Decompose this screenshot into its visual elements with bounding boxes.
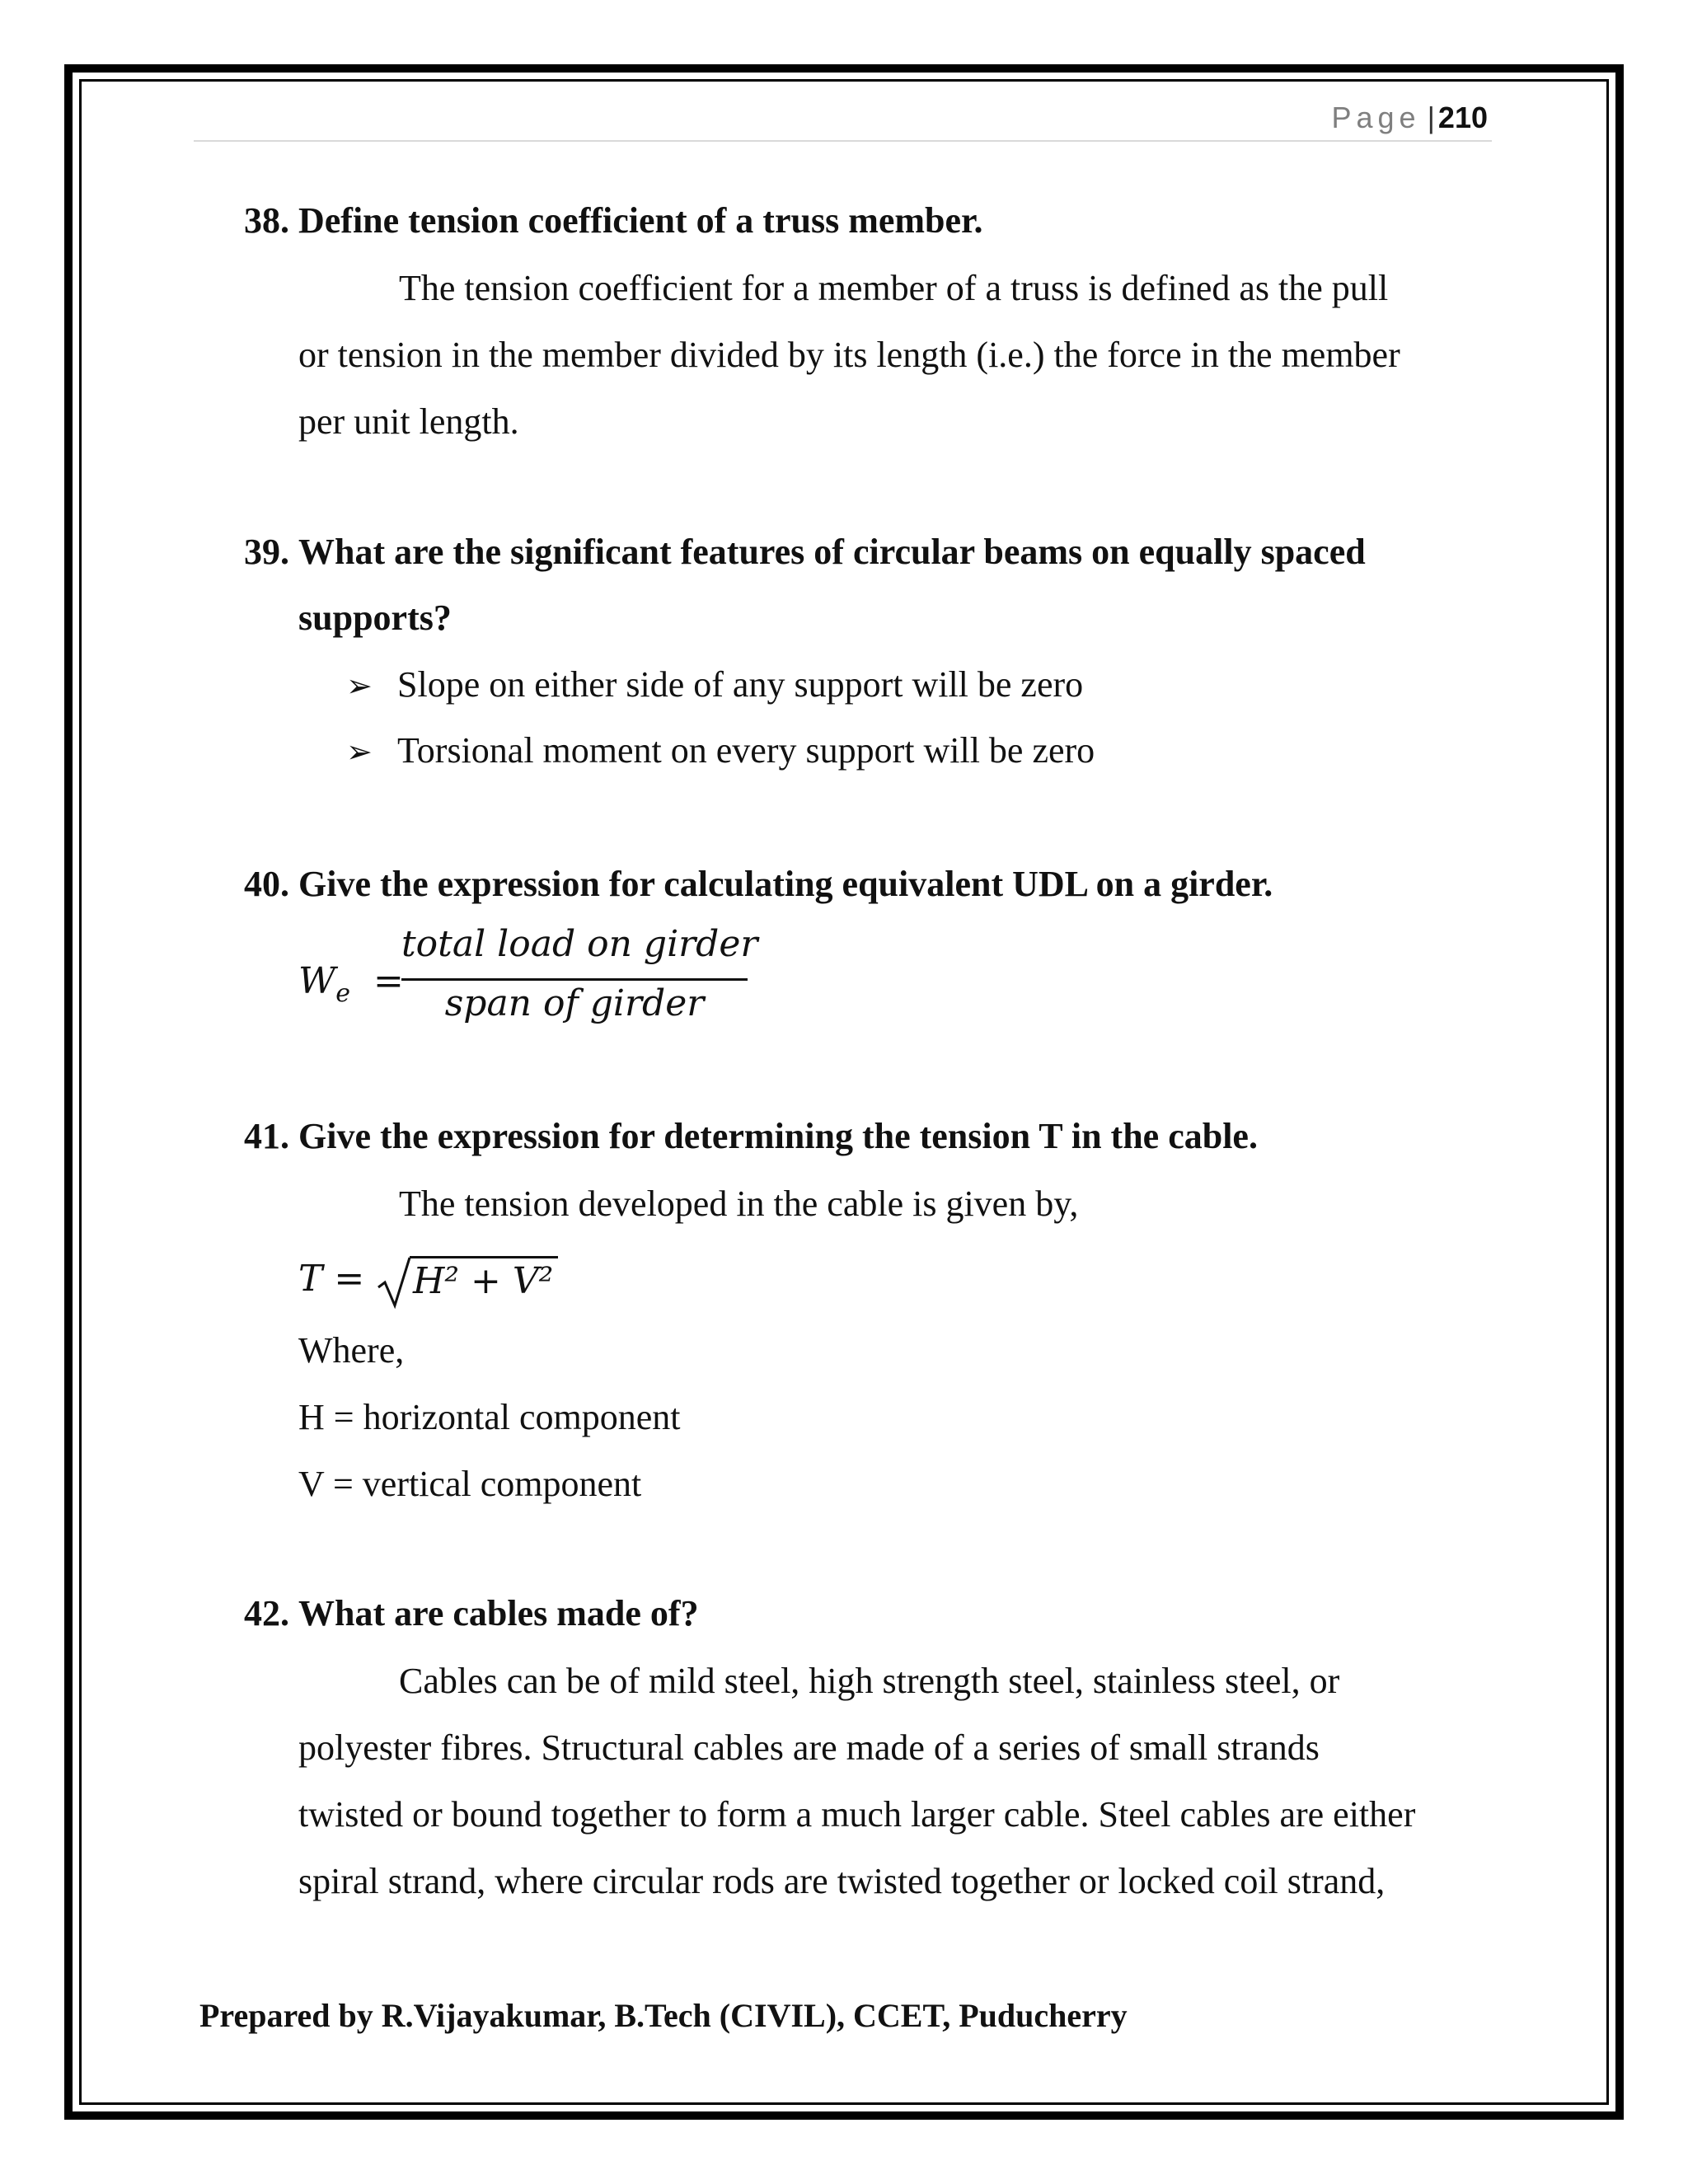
page-word: Page: [1331, 101, 1421, 134]
answer-line: per unit length.: [298, 401, 519, 442]
arrow-bullet-icon: ➢: [346, 733, 373, 770]
question-title: Give the expression for calculating equivalent UDL on a girder.: [298, 864, 1273, 904]
page-number-label: [1331, 101, 1488, 135]
question-title: What are the significant features of circular beams on equally spaced: [298, 532, 1366, 572]
formula-numerator: total load on girder: [401, 923, 758, 965]
page-number: 210: [1437, 101, 1488, 134]
question-38-answer: [298, 255, 1502, 455]
arrow-bullet-icon: ➢: [346, 668, 373, 704]
question-number: 38.: [244, 200, 289, 241]
answer-line: spiral strand, where circular rods are twisted together or locked coil strand,: [298, 1861, 1386, 1901]
definition-line: V = vertical component: [298, 1464, 642, 1504]
question-41-intro: The tension developed in the cable is given by,: [399, 1183, 1079, 1224]
question-41-heading: [244, 1104, 1258, 1169]
question-number: 41.: [244, 1116, 289, 1156]
question-title-continued: supports?: [298, 598, 452, 638]
question-42-answer: [298, 1647, 1502, 1915]
question-41-where: [298, 1317, 1502, 1517]
question-title: Give the expression for determining the tension T in the cable.: [298, 1116, 1258, 1156]
answer-line: twisted or bound together to form a much larger cable. Steel cables are either: [298, 1794, 1416, 1835]
formula-lhs: T =: [298, 1258, 365, 1300]
bullet-text: Slope on either side of any support will be zero: [397, 664, 1084, 705]
square-root-icon: [377, 1253, 411, 1310]
page-header: [194, 101, 1492, 142]
page-separator: |: [1427, 101, 1435, 134]
answer-line: or tension in the member divided by its length (i.e.) the force in the member: [298, 335, 1400, 375]
question-number: 39.: [244, 532, 289, 572]
page-footer: Prepared by R.Vijayakumar, B.Tech (CIVIL), CCET, Puducherry: [199, 1997, 1128, 2034]
formula-symbol: W: [298, 960, 336, 1002]
answer-line: Cables can be of mild steel, high strength steel, stainless steel, or: [399, 1661, 1340, 1701]
formula-equals: =: [373, 960, 404, 1002]
fraction-bar: [401, 978, 748, 981]
where-label: Where,: [298, 1330, 405, 1371]
question-number: 40.: [244, 864, 289, 904]
formula-subscript: e: [335, 978, 350, 1008]
question-title: What are cables made of?: [298, 1593, 699, 1633]
answer-line: polyester fibres. Structural cables are made of a series of small strands: [298, 1727, 1320, 1768]
question-number: 42.: [244, 1593, 289, 1633]
bullet-item: [346, 718, 1095, 785]
formula-denominator: span of girder: [444, 982, 705, 1024]
question-title: Define tension coefficient of a truss member.: [298, 200, 983, 241]
question-42-heading: [244, 1581, 699, 1647]
answer-line: The tension coefficient for a member of a truss is defined as the pull: [399, 268, 1389, 308]
formula-radicand: H² + V²: [410, 1256, 558, 1302]
bullet-text: Torsional moment on every support will be zero: [397, 730, 1095, 771]
formula-lhs: [298, 960, 404, 1008]
question-40-heading: [244, 851, 1273, 917]
bullet-item: [346, 652, 1083, 719]
question-38-heading: [244, 188, 983, 254]
definition-line: H = horizontal component: [298, 1397, 681, 1437]
question-39-heading: [244, 519, 1366, 651]
